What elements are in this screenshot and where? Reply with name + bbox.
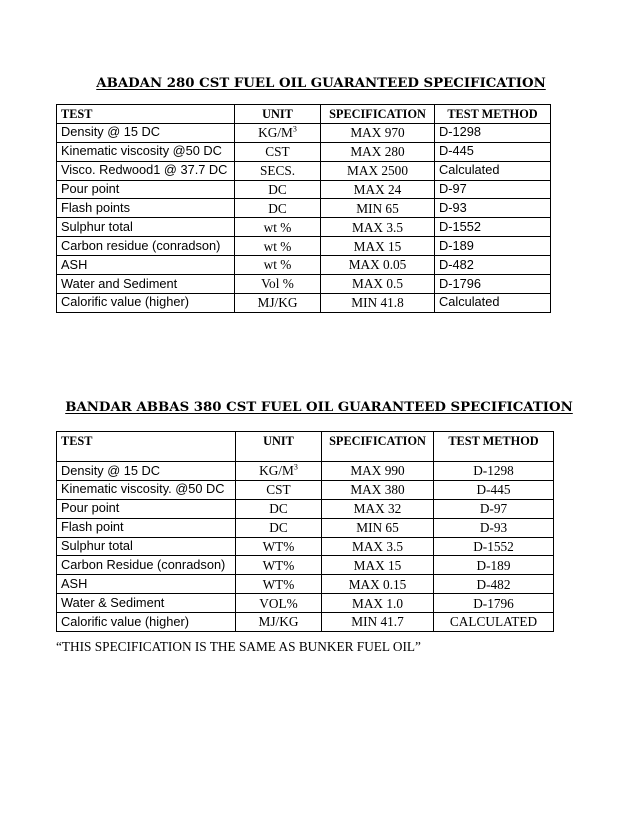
unit-cell: wt %	[235, 237, 321, 256]
method-cell: D-445	[435, 142, 551, 161]
spec-cell: MAX 32	[322, 499, 434, 518]
table-row	[57, 180, 551, 199]
spec-cell: MAX 2500	[321, 161, 435, 180]
test-name-cell: Carbon Residue (conradson)	[57, 556, 236, 575]
header-unit: UNIT	[235, 105, 321, 124]
header-test: TEST	[57, 105, 235, 124]
spec-cell: MAX 3.5	[321, 218, 435, 237]
header-specification: SPECIFICATION	[321, 105, 435, 124]
table-row	[57, 499, 554, 518]
unit-cell: CST	[235, 142, 321, 161]
table-row	[57, 518, 554, 537]
test-name-cell: Sulphur total	[57, 537, 236, 556]
table-row	[57, 123, 551, 142]
spec-cell: MAX 380	[322, 480, 434, 499]
unit-cell: DC	[235, 180, 321, 199]
test-name-cell: Flash points	[57, 199, 235, 218]
spec-cell: MAX 15	[321, 237, 435, 256]
spec-cell: MIN 41.8	[321, 293, 435, 312]
table-row	[57, 613, 554, 632]
test-name-cell: Calorific value (higher)	[57, 613, 236, 632]
method-cell: D-1552	[435, 218, 551, 237]
method-cell: D-93	[435, 199, 551, 218]
method-cell: D-1796	[434, 594, 554, 613]
test-name-cell: Visco. Redwood1 @ 37.7 DC	[57, 161, 235, 180]
table-row	[57, 480, 554, 499]
spec-cell: MAX 970	[321, 123, 435, 142]
table-row	[57, 462, 554, 481]
method-cell: D-93	[434, 518, 554, 537]
table-row	[57, 218, 551, 237]
spec-cell: MAX 0.05	[321, 256, 435, 275]
bandar-abbas-spec-table	[56, 431, 554, 632]
spec-cell: MIN 65	[321, 199, 435, 218]
test-name-cell: Kinematic viscosity. @50 DC	[57, 480, 236, 499]
table-row	[57, 199, 551, 218]
method-cell: D-1298	[434, 462, 554, 481]
spec-cell: MAX 0.5	[321, 275, 435, 294]
table-row	[57, 237, 551, 256]
method-cell: D-1298	[435, 123, 551, 142]
table-row	[57, 575, 554, 594]
test-name-cell: Water and Sediment	[57, 275, 235, 294]
method-cell: D-482	[435, 256, 551, 275]
header-test-method: TEST METHOD	[434, 432, 554, 462]
test-name-cell: Kinematic viscosity @50 DC	[57, 142, 235, 161]
test-name-cell: Flash point	[57, 518, 236, 537]
method-cell: D-1796	[435, 275, 551, 294]
table2-title: BANDAR ABBAS 380 CST FUEL OIL GUARANTEED SPECIFICATION	[65, 400, 573, 415]
unit-cell	[236, 462, 322, 481]
unit-cell: CST	[236, 480, 322, 499]
test-name-cell: Water & Sediment	[57, 594, 236, 613]
test-name-cell: Pour point	[57, 180, 235, 199]
unit-superscript: 3	[293, 462, 298, 472]
unit-cell: SECS.	[235, 161, 321, 180]
table-row	[57, 537, 554, 556]
header-unit: UNIT	[236, 432, 322, 462]
table-row	[57, 256, 551, 275]
header-test-method: TEST METHOD	[435, 105, 551, 124]
unit-cell: MJ/KG	[236, 613, 322, 632]
test-name-cell: Sulphur total	[57, 218, 235, 237]
unit-cell: WT%	[236, 537, 322, 556]
table-header-row	[57, 105, 551, 124]
table-row	[57, 293, 551, 312]
header-test: TEST	[57, 432, 236, 462]
test-name-cell: Pour point	[57, 499, 236, 518]
spec-cell: MIN 41.7	[322, 613, 434, 632]
test-name-cell: Calorific value (higher)	[57, 293, 235, 312]
table-row	[57, 556, 554, 575]
unit-cell: WT%	[236, 575, 322, 594]
table1-title: ABADAN 280 CST FUEL OIL GUARANTEED SPECIFICATION	[96, 76, 546, 91]
table-row	[57, 275, 551, 294]
abadan-spec-table	[56, 104, 551, 313]
footnote: “THIS SPECIFICATION IS THE SAME AS BUNKER FUEL OIL”	[56, 639, 421, 654]
method-cell: Calculated	[435, 161, 551, 180]
method-cell: D-97	[435, 180, 551, 199]
test-name-cell: ASH	[57, 256, 235, 275]
spec-cell: MAX 280	[321, 142, 435, 161]
method-cell: D-97	[434, 499, 554, 518]
unit-cell: WT%	[236, 556, 322, 575]
method-cell: D-189	[435, 237, 551, 256]
unit-cell: VOL%	[236, 594, 322, 613]
unit-cell: wt %	[235, 256, 321, 275]
unit-cell: DC	[236, 518, 322, 537]
test-name-cell: ASH	[57, 575, 236, 594]
table-header-row	[57, 432, 554, 462]
spec-cell: MAX 3.5	[322, 537, 434, 556]
method-cell: D-1552	[434, 537, 554, 556]
test-name-cell: Carbon residue (conradson)	[57, 237, 235, 256]
unit-base: KG/M	[259, 463, 294, 479]
unit-superscript: 3	[292, 124, 297, 134]
spec-cell: MIN 65	[322, 518, 434, 537]
method-cell: D-482	[434, 575, 554, 594]
spec-cell: MAX 990	[322, 462, 434, 481]
unit-cell: Vol %	[235, 275, 321, 294]
table-row	[57, 161, 551, 180]
header-specification: SPECIFICATION	[322, 432, 434, 462]
spec-cell: MAX 1.0	[322, 594, 434, 613]
unit-cell: DC	[235, 199, 321, 218]
spec-cell: MAX 0.15	[322, 575, 434, 594]
method-cell: D-189	[434, 556, 554, 575]
table-row	[57, 594, 554, 613]
spec-cell: MAX 15	[322, 556, 434, 575]
spec-cell: MAX 24	[321, 180, 435, 199]
method-cell: D-445	[434, 480, 554, 499]
method-cell: CALCULATED	[434, 613, 554, 632]
unit-cell	[235, 123, 321, 142]
unit-cell: wt %	[235, 218, 321, 237]
unit-base: KG/M	[258, 125, 293, 141]
method-cell: Calculated	[435, 293, 551, 312]
test-name-cell: Density @ 15 DC	[57, 462, 236, 481]
unit-cell: DC	[236, 499, 322, 518]
unit-cell: MJ/KG	[235, 293, 321, 312]
test-name-cell: Density @ 15 DC	[57, 123, 235, 142]
table-row	[57, 142, 551, 161]
